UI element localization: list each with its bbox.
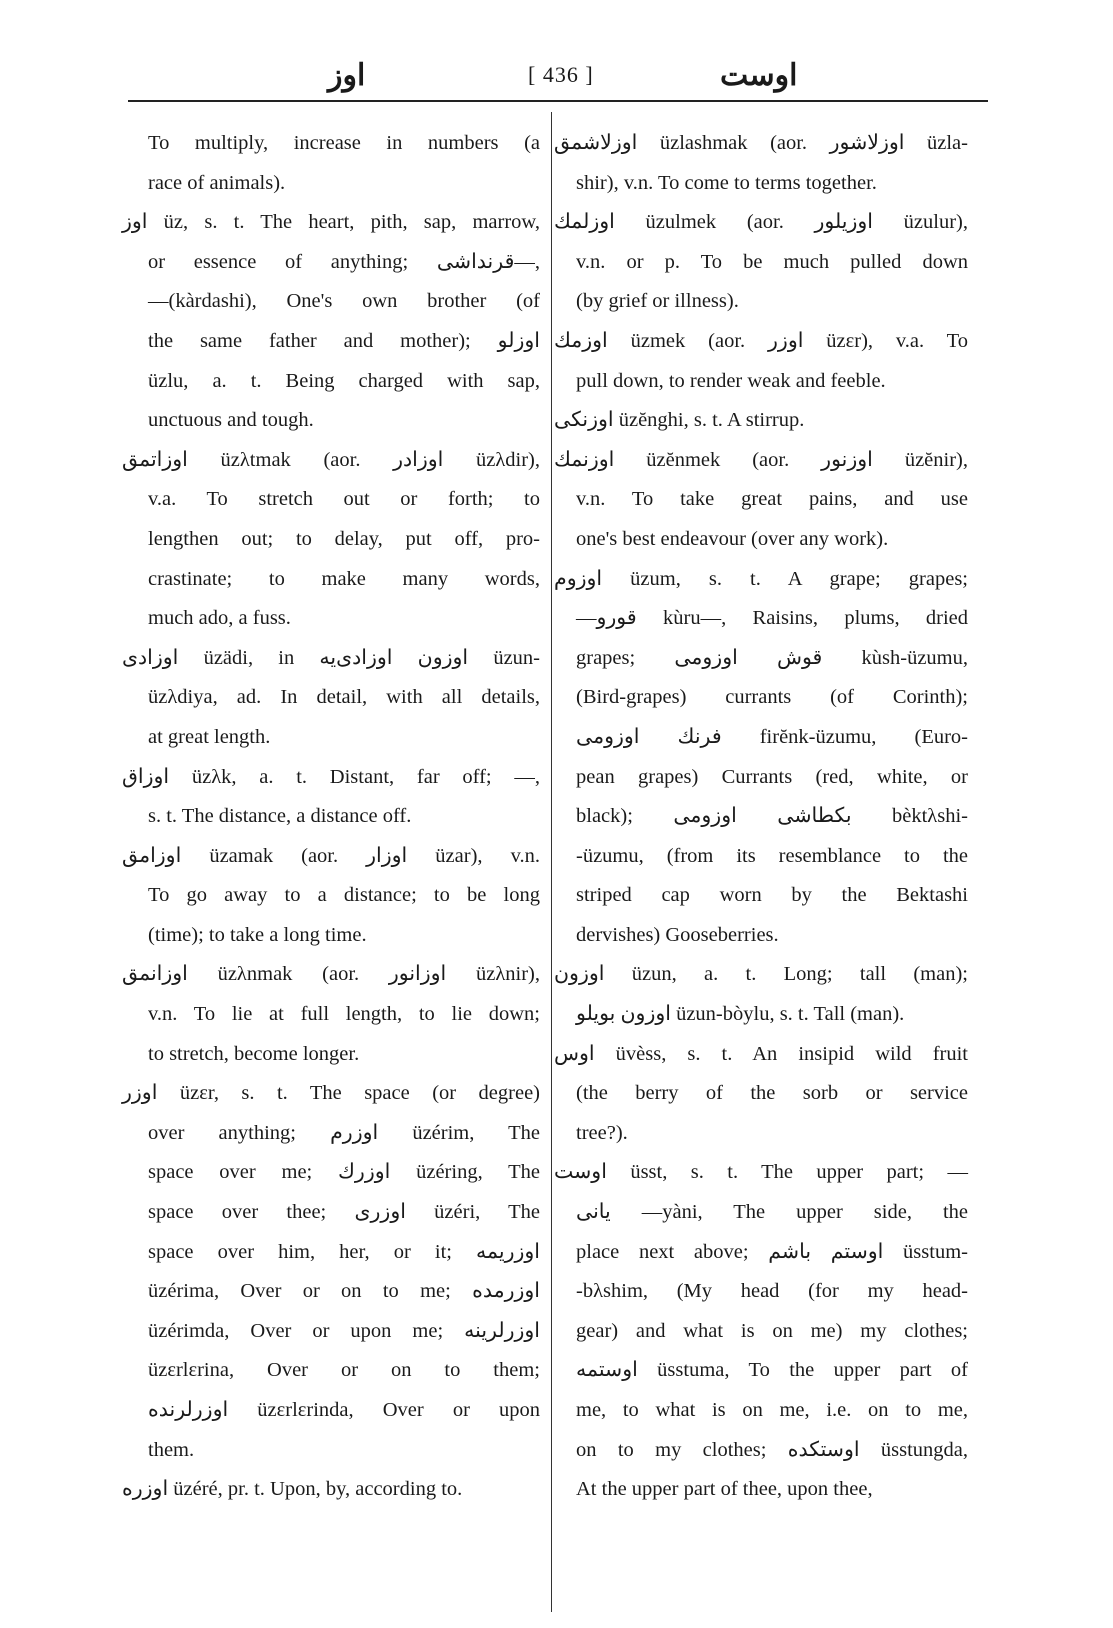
text-line: -üzumu, (from its resemblance to the (576, 844, 968, 867)
text-line: gear) and what is on me) my clothes; (576, 1319, 968, 1342)
text-line: (Bird-grapes) currants (of Corinth); (576, 686, 968, 709)
text-line: s. t. The distance, a distance off. (148, 805, 412, 828)
text-line: pull down, to render weak and feeble. (576, 369, 886, 392)
text-line: اوزانمق üzλnmak (aor. اوزانور üzλnir), (122, 963, 540, 986)
text-line: unctuous and tough. (148, 409, 314, 432)
text-line: to stretch, become longer. (148, 1042, 360, 1065)
text-line: üzλdiya, ad. In detail, with all details, (148, 686, 540, 709)
text-line: the same father and mother); اوزلو (148, 329, 540, 352)
text-line: me, to what is on me, i.e. on to me, (576, 1399, 968, 1421)
text-line: اوز üz, s. t. The heart, pith, sap, marrow, (122, 211, 540, 234)
text-line: lengthen out; to delay, put off, pro- (148, 527, 540, 550)
text-line: v.n. or p. To be much pulled down (576, 250, 968, 273)
text-line: -bλshim, (My head (for my head- (576, 1280, 968, 1303)
text-line: اوزادی üzädi, in اوزون اوزادی‌یه üzun- (122, 646, 540, 669)
text-line: اوست üsst, s. t. The upper part; — (554, 1161, 968, 1184)
text-line: shir), v.n. To come to terms together. (576, 171, 877, 194)
text-line: اوزاتمق üzλtmak (aor. اوزادر üzλdir), (122, 448, 540, 471)
text-line: v.n. To lie at full length, to lie down; (148, 1003, 540, 1026)
text-line: üzérimda, Over or upon me; اوزرلرینه (148, 1319, 540, 1342)
text-line: over anything; اوزرم üzérim, The (148, 1121, 540, 1144)
text-line: —قورو kùru—, Raisins, plums, dried (576, 607, 968, 630)
text-line: v.a. To stretch out or forth; to (148, 488, 540, 511)
text-line: To multiply, increase in numbers (a (148, 132, 540, 154)
text-line: space over thee; اوزری üzéri, The (148, 1201, 540, 1224)
text-line: üzérima, Over or on to me; اوزرمده (148, 1280, 540, 1303)
text-line: اوزاق üzλk, a. t. Distant, far off; —, (122, 765, 540, 788)
page-number: [ 436 ] (528, 62, 594, 87)
text-line: اوزنمك üzĕnmek (aor. اوزنور üzĕnir), (554, 448, 968, 471)
text-line: üzlu, a. t. Being charged with sap, (148, 369, 540, 392)
text-line: one's best endeavour (over any work). (576, 527, 889, 550)
text-line: اوزلاشمق üzlashmak (aor. اوزلاشور üzla- (554, 132, 968, 154)
text-line: اوستمه üsstuma, To the upper part of (576, 1359, 968, 1382)
text-line: space over me; اوزرك üzéring, The (148, 1161, 540, 1184)
text-line: striped cap worn by the Bektashi (576, 884, 968, 907)
text-line: on to my clothes; اوستكده üsstungda, (576, 1438, 969, 1461)
text-line: black); بكطاشی اوزومی bèktλshi- (576, 805, 968, 828)
text-line: crastinate; to make many words, (148, 567, 540, 590)
text-line: اوزون بویلو üzun-bòylu, s. t. Tall (man). (576, 1003, 905, 1026)
header-left-word: اوز (328, 59, 366, 92)
text-line: اوزون üzun, a. t. Long; tall (man); (554, 963, 968, 986)
text-line: race of animals). (148, 171, 286, 194)
text-line: اوزر üzɛr, s. t. The space (or degree) (122, 1082, 540, 1105)
header-right-word: اوست (720, 59, 798, 92)
text-line: اوزوم üzum, s. t. A grape; grapes; (554, 567, 968, 590)
header-rule (128, 100, 988, 102)
text-line: v.n. To take great pains, and use (576, 488, 968, 511)
text-line: یانی —yàni, The upper side, the (576, 1201, 968, 1224)
text-line: them. (148, 1438, 195, 1461)
text-line: at great length. (148, 725, 271, 748)
text-line: dervishes) Gooseberries. (576, 923, 779, 946)
text-line: (time); to take a long time. (148, 923, 367, 946)
text-line: اوزرلرنده üzɛrlɛrinda, Over or upon (148, 1399, 540, 1421)
text-line: grapes; قوش اوزومی kùsh-üzumu, (576, 646, 968, 669)
text-line: space over him, her, or it; اوزریمه (148, 1240, 540, 1263)
text-line: (by grief or illness). (576, 290, 739, 313)
text-line: At the upper part of thee, upon thee, (576, 1478, 873, 1501)
column-divider (551, 112, 552, 1612)
page-header (128, 58, 988, 98)
text-line: —(kàrdashi), One's own brother (of (148, 290, 540, 313)
text-line: pean grapes) Currants (red, white, or (576, 765, 968, 788)
right-column (554, 124, 969, 1510)
text-line: much ado, a fuss. (148, 607, 291, 630)
text-line: (the berry of the sorb or service (576, 1082, 968, 1105)
text-line: فرنك اوزومی firĕnk-üzumu, (Euro- (576, 725, 968, 748)
text-line: اوزنكی üzĕnghi, s. t. A stirrup. (554, 409, 805, 432)
text-line: üzɛrlɛrina, Over or on to them; (148, 1359, 540, 1382)
text-line: اوزمك üzmek (aor. اوزر üzɛr), v.a. To (554, 329, 968, 352)
text-line: To go away to a distance; to be long (148, 884, 540, 907)
text-line: اوزلمك üzulmek (aor. اوزیلور üzulur), (554, 211, 968, 234)
text-line: place next above; اوستم باشم üsstum- (576, 1240, 968, 1263)
left-column (122, 124, 540, 1510)
text-line: اوزامق üzamak (aor. اوزار üzar), v.n. (122, 844, 540, 867)
text-line: اوس üvèss, s. t. An insipid wild fruit (554, 1042, 968, 1065)
text-line: tree?). (576, 1121, 628, 1144)
text-line: or essence of anything; قرنداشی—, (148, 250, 540, 273)
text-line: اوزره üzéré, pr. t. Upon, by, according to. (122, 1478, 463, 1501)
